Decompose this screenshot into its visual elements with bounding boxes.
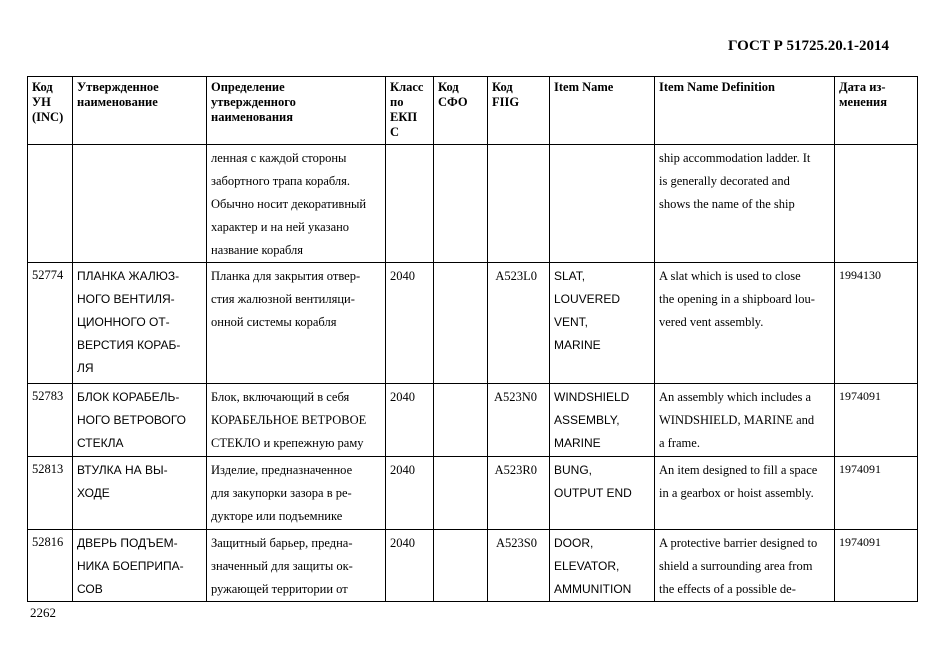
cell-definition: ленная с каждой стороны забортного трапа корабля. Обычно носит декоративный характер и на ней указано название корабля <box>207 145 386 263</box>
page-number: 2262 <box>30 605 56 620</box>
cell-date: 1994130 <box>835 263 918 384</box>
cell-item-name: WINDSHIELD ASSEMBLY, MARINE <box>550 384 655 457</box>
table-row <box>28 145 918 263</box>
cell-item-name: SLAT, LOUVERED VENT, MARINE <box>550 263 655 384</box>
cell-item-definition: A protective barrier designed to shield a surrounding area from the effects of a possible de- <box>655 530 835 602</box>
cell-class <box>386 145 434 263</box>
cell-fiig: A523L0 <box>488 263 550 384</box>
cell-code: 52783 <box>28 384 73 457</box>
cell-definition: Блок, включающий в себя КОРАБЕЛЬНОЕ ВЕТРОВОЕ СТЕКЛО и крепежную раму <box>207 384 386 457</box>
cell-sfo <box>434 145 488 263</box>
classification-table <box>27 76 918 602</box>
cell-date: 1974091 <box>835 457 918 530</box>
cell-sfo <box>434 263 488 384</box>
cell-date <box>835 145 918 263</box>
cell-item-definition: A slat which is used to close the opening in a shipboard lou- vered vent assembly. <box>655 263 835 384</box>
cell-sfo <box>434 457 488 530</box>
header-date: Дата из- менения <box>835 77 918 145</box>
header-sfo: Код СФО <box>434 77 488 145</box>
cell-item-name: DOOR, ELEVATOR, AMMUNITION <box>550 530 655 602</box>
cell-item-definition: An item designed to fill a space in a gearbox or hoist assembly. <box>655 457 835 530</box>
cell-class: 2040 <box>386 530 434 602</box>
cell-item-definition: An assembly which includes a WINDSHIELD, MARINE and a frame. <box>655 384 835 457</box>
header-definition: Определение утвержденного наименования <box>207 77 386 145</box>
header-item-name: Item Name <box>550 77 655 145</box>
cell-name: ПЛАНКА ЖАЛЮЗ- НОГО ВЕНТИЛЯ- ЦИОННОГО ОТ- ВЕРСТИЯ КОРАБ- ЛЯ <box>73 263 207 384</box>
header-fiig: Код FIIG <box>488 77 550 145</box>
cell-sfo <box>434 530 488 602</box>
cell-fiig: A523N0 <box>488 384 550 457</box>
header-class: Класс по ЕКП С <box>386 77 434 145</box>
cell-class: 2040 <box>386 384 434 457</box>
header-approved-name: Утвержденное наименование <box>73 77 207 145</box>
cell-definition: Планка для закрытия отвер- стия жалюзной вентиляци- онной системы корабля <box>207 263 386 384</box>
header-code: Код УН (INC) <box>28 77 73 145</box>
cell-class: 2040 <box>386 457 434 530</box>
cell-code: 52816 <box>28 530 73 602</box>
cell-name: БЛОК КОРАБЕЛЬ- НОГО ВЕТРОВОГО СТЕКЛА <box>73 384 207 457</box>
cell-code: 52813 <box>28 457 73 530</box>
cell-name: ДВЕРЬ ПОДЪЕМ- НИКА БОЕПРИПА- СОВ <box>73 530 207 602</box>
cell-class: 2040 <box>386 263 434 384</box>
cell-date: 1974091 <box>835 384 918 457</box>
cell-item-name: BUNG, OUTPUT END <box>550 457 655 530</box>
cell-code: 52774 <box>28 263 73 384</box>
table-row <box>28 457 918 530</box>
cell-date: 1974091 <box>835 530 918 602</box>
header-item-definition: Item Name Definition <box>655 77 835 145</box>
table-row <box>28 263 918 384</box>
table-row <box>28 530 918 602</box>
cell-fiig: A523R0 <box>488 457 550 530</box>
cell-code <box>28 145 73 263</box>
document-title: ГОСТ Р 51725.20.1-2014 <box>727 38 889 54</box>
cell-name: ВТУЛКА НА ВЫ- ХОДЕ <box>73 457 207 530</box>
cell-definition: Защитный барьер, предна- значенный для защиты ок- ружающей территории от <box>207 530 386 602</box>
table-row <box>28 384 918 457</box>
table-header-row <box>28 77 918 145</box>
cell-item-name <box>550 145 655 263</box>
cell-fiig: A523S0 <box>488 530 550 602</box>
cell-fiig <box>488 145 550 263</box>
cell-item-definition: ship accommodation ladder. It is generally decorated and shows the name of the ship <box>655 145 835 263</box>
cell-definition: Изделие, предназначенное для закупорки зазора в ре- дукторе или подъемнике <box>207 457 386 530</box>
cell-name <box>73 145 207 263</box>
cell-sfo <box>434 384 488 457</box>
